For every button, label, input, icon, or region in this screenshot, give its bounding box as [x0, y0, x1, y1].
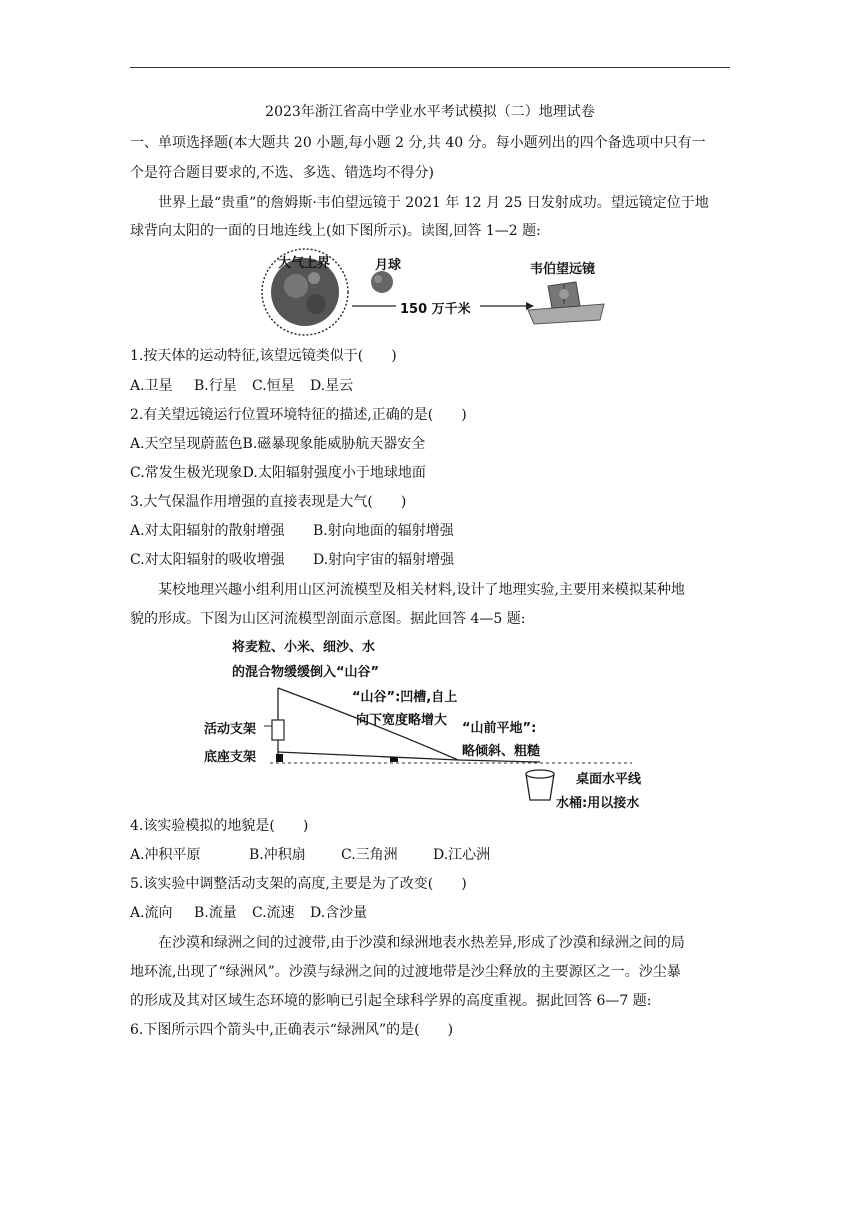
section-instructions-line-2: 个是符合题目要求的,不选、多选、错选均不得分): [130, 165, 434, 181]
base-stand-label: 底座支架: [204, 750, 257, 765]
q4-option-c: C.三角洲: [341, 847, 398, 863]
plain-surface: [458, 760, 540, 762]
q3-option-b: B.射向地面的辐射增强: [313, 523, 454, 539]
question-5-options: [130, 903, 730, 923]
moon-icon: [371, 271, 393, 293]
question-4-stem: 4.该实验模拟的地貌是( ): [130, 818, 309, 834]
desk-level-label: 桌面水平线: [576, 772, 642, 787]
figure-earth-moon-telescope: [258, 248, 608, 340]
question-6-stem: 6.下图所示四个箭头中,正确表示“绿洲风”的是( ): [130, 1022, 454, 1038]
q1-option-a: A.卫星: [130, 378, 173, 394]
bucket-icon: [526, 770, 554, 800]
passage-3-line-3: 的形成及其对区域生态环境的影响已引起全球科学界的高度重视。据此回答 6—7 题:: [130, 993, 652, 1009]
bucket-label: 水桶:用以接水: [556, 796, 640, 811]
question-3-stem: 3.大气保温作用增强的直接表现是大气( ): [130, 494, 407, 510]
q1-option-c: C.恒星: [252, 378, 295, 394]
passage-2-line-1: 某校地理兴趣小组利用山区河流模型及相关材料,设计了地理实验,主要用来模拟某种地: [158, 582, 685, 598]
mixture-label-line-1: 将麦粒、小米、细沙、水: [232, 640, 376, 655]
q1-option-d: D.星云: [310, 378, 354, 394]
telescope-icon: [528, 282, 604, 324]
question-2-options-row-2: C.常发生极光现象D.太阳辐射强度小于地球地面: [130, 465, 426, 481]
passage-1-line-1: 世界上最“贵重”的詹姆斯·韦伯望远镜于 2021 年 12 月 25 日发射成功。望远镜定位于地: [158, 195, 709, 211]
question-5-stem: 5.该实验中调整活动支架的高度,主要是为了改变( ): [130, 876, 467, 892]
valley-bottom: [278, 752, 458, 760]
plain-label-line-1: “山前平地”:: [462, 721, 537, 736]
valley-label-line-1: “山谷”:凹槽,自上: [352, 690, 458, 705]
movable-stand-icon: [272, 720, 284, 740]
q1-option-b: B.行星: [194, 378, 237, 394]
plain-label-line-2: 略倾斜、粗糙: [462, 744, 541, 759]
valley-label-line-2: 向下宽度略增大: [356, 713, 448, 728]
question-4-options: [130, 845, 730, 865]
atmosphere-label: 大气上界: [278, 256, 331, 271]
section-instructions-line-1: 一、单项选择题(本大题共 20 小题,每小题 2 分,共 40 分。每小题列出的四个备选项中只有一: [130, 135, 706, 151]
q4-option-d: D.江心洲: [433, 847, 491, 863]
q4-option-a: A.冲积平原: [130, 847, 201, 863]
question-1-options: [130, 376, 730, 396]
moon-label: 月球: [375, 258, 402, 273]
q3-option-d: D.射向宇宙的辐射增强: [313, 552, 455, 568]
header-rule: [130, 67, 730, 68]
q4-option-b: B.冲积扇: [249, 847, 306, 863]
question-1-stem: 1.按天体的运动特征,该望远镜类似于( ): [130, 348, 397, 364]
movable-stand-label: 活动支架: [204, 722, 257, 737]
q5-option-d: D.含沙量: [310, 905, 368, 921]
telescope-label: 韦伯望远镜: [530, 262, 596, 277]
q5-option-b: B.流量: [194, 905, 237, 921]
mixture-label-line-2: 的混合物缓缓倒入“山谷”: [232, 665, 380, 680]
question-2-stem: 2.有关望远镜运行位置环境特征的描述,正确的是( ): [130, 407, 467, 423]
q5-option-c: C.流速: [252, 905, 295, 921]
passage-3-line-1: 在沙漠和绿洲之间的过渡带,由于沙漠和绿洲地表水热差异,形成了沙漠和绿洲之间的局: [158, 935, 685, 951]
passage-2-line-2: 貌的形成。下图为山区河流模型剖面示意图。据此回答 4—5 题:: [130, 611, 526, 627]
question-3-options-row-2: [130, 550, 730, 570]
passage-1-line-2: 球背向太阳的一面的日地连线上(如下图所示)。读图,回答 1—2 题:: [130, 223, 541, 239]
q5-option-a: A.流向: [130, 905, 173, 921]
passage-3-line-2: 地环流,出现了“绿洲风”。沙漠与绿洲之间的过渡地带是沙尘释放的主要源区之一。沙尘暴: [130, 964, 681, 980]
figure-river-model: [200, 636, 670, 812]
question-3-options-row-1: [130, 521, 730, 541]
base-stand-icon: [276, 754, 283, 762]
question-2-options-row-1: A.天空呈现蔚蓝色B.磁暴现象能威胁航天器安全: [130, 436, 426, 452]
page-title: 2023年浙江省高中学业水平考试模拟（二）地理试卷: [265, 104, 595, 120]
q3-option-a: A.对太阳辐射的散射增强: [130, 523, 285, 539]
distance-label: 150 万千米: [400, 302, 471, 317]
q3-option-c: C.对太阳辐射的吸收增强: [130, 552, 285, 568]
